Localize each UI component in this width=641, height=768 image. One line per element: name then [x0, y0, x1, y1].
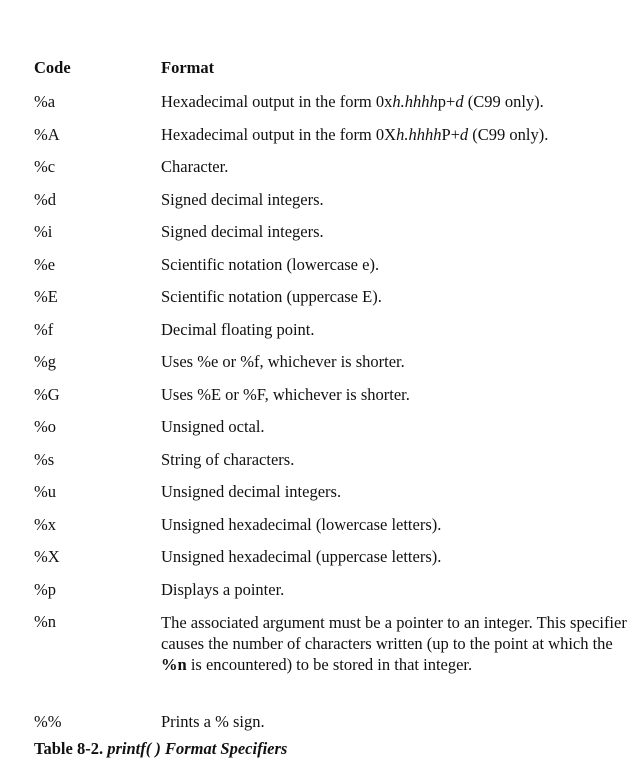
specifier-code: %c	[34, 157, 56, 176]
format-specifier-table	[34, 58, 634, 745]
specifier-description: Displays a pointer.	[161, 579, 285, 599]
specifier-description: The associated argument must be a pointer to an integer. This specifier causes the number of characters written (up to the point at which the %n is encountered) to be stored in that integer.	[161, 613, 627, 674]
specifier-description: Scientific notation (lowercase e).	[161, 254, 380, 274]
caption-title: printf( ) Format Specifiers	[107, 739, 288, 758]
specifier-code: %A	[34, 124, 60, 144]
specifier-code: %n	[34, 612, 56, 631]
table-row	[34, 450, 634, 483]
specifier-code: %u	[34, 482, 56, 501]
table-row	[34, 612, 634, 712]
specifier-code: %x	[34, 514, 56, 534]
specifier-description: String of characters.	[161, 449, 295, 469]
specifier-code: %f	[34, 319, 54, 339]
table-row	[34, 287, 634, 320]
specifier-code: %%	[34, 712, 62, 731]
specifier-code: %a	[34, 92, 56, 111]
specifier-description: Unsigned hexadecimal (lowercase letters).	[161, 514, 442, 534]
table-row	[34, 222, 634, 255]
specifier-code: %G	[34, 384, 60, 404]
specifier-description: Prints a % sign.	[161, 712, 265, 731]
caption-label: Table 8-2.	[34, 739, 104, 758]
table-row	[34, 255, 634, 288]
specifier-description: Hexadecimal output in the form 0xh.hhhhp+d (C99 only).	[161, 92, 544, 111]
specifier-description: Hexadecimal output in the form 0Xh.hhhhP+d (C99 only).	[161, 124, 549, 144]
specifier-description: Unsigned octal.	[161, 417, 265, 436]
specifier-description: Unsigned hexadecimal (uppercase letters).	[161, 547, 442, 566]
specifier-code: %g	[34, 352, 56, 371]
table-header-row	[34, 58, 634, 92]
specifier-code: %p	[34, 579, 56, 599]
specifier-description: Scientific notation (uppercase E).	[161, 287, 382, 306]
specifier-description: Signed decimal integers.	[161, 222, 324, 241]
table-row	[34, 352, 634, 385]
table-row	[34, 157, 634, 190]
specifier-description: Decimal floating point.	[161, 319, 315, 339]
specifier-description: Uses %e or %f, whichever is shorter.	[161, 352, 405, 371]
specifier-code: %s	[34, 449, 55, 469]
specifier-description: Unsigned decimal integers.	[161, 482, 342, 501]
specifier-code: %i	[34, 222, 53, 241]
table-row	[34, 547, 634, 580]
table-row	[34, 515, 634, 548]
table-row	[34, 482, 634, 515]
specifier-code: %d	[34, 189, 56, 209]
table-caption	[34, 739, 287, 759]
table-row	[34, 92, 634, 125]
specifier-code: %E	[34, 287, 58, 306]
table-row	[34, 190, 634, 223]
specifier-code: %o	[34, 417, 56, 436]
specifier-code: %e	[34, 254, 56, 274]
table-row	[34, 385, 634, 418]
table-row	[34, 580, 634, 613]
table-row	[34, 125, 634, 158]
table-row	[34, 320, 634, 353]
column-header-code: Code	[34, 58, 71, 77]
specifier-description: Uses %E or %F, whichever is shorter.	[161, 384, 410, 404]
specifier-description: Signed decimal integers.	[161, 189, 324, 209]
specifier-description: Character.	[161, 157, 229, 176]
table-row	[34, 417, 634, 450]
specifier-code: %X	[34, 547, 60, 566]
column-header-format: Format	[161, 58, 215, 77]
